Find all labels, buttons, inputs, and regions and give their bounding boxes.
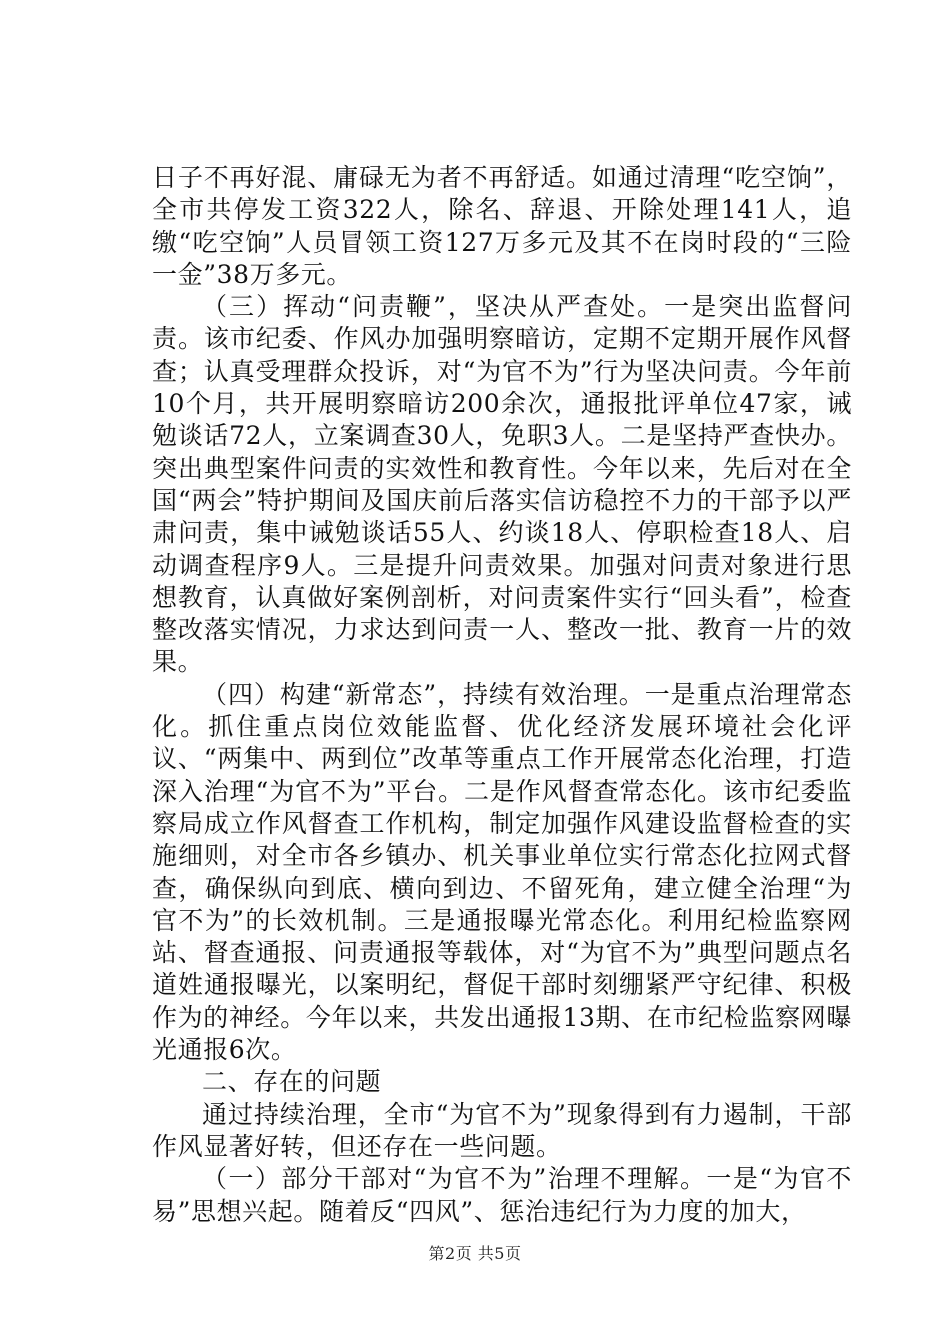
- document-body: [152, 162, 852, 1228]
- paragraph-section-four: （四）构建“新常态”，持续有效治理。一是重点治理常态化。抓住重点岗位效能监督、优化经济发展环境社会化评议、“两集中、两到位”改革等重点工作开展常态化治理，打造深入治理“为官不为”平台。二是作风督查常态化。该市纪委监察局成立作风督查工作机构，制定加强作风建设监督检查的实施细则，对全市各乡镇办、机关事业单位实行常态化拉网式督查，确保纵向到底、横向到边、不留死角，建立健全治理“为官不为”的长效机制。三是通报曝光常态化。利用纪检监察网站、督查通报、问责通报等载体，对“为官不为”典型问题点名道姓通报曝光，以案明纪，督促干部时刻绷紧严守纪律、积极作为的神经。今年以来，共发出通报13期、在市纪检监察网曝光通报6次。: [152, 679, 852, 1065]
- page-number-footer: 第2页 共5页: [428, 1244, 522, 1263]
- paragraph-problems-intro: 通过持续治理，全市“为官不为”现象得到有力遏制，干部作风显著好转，但还存在一些问题。: [152, 1099, 852, 1161]
- section-heading-problems: 二、存在的问题: [202, 1067, 382, 1097]
- paragraph-continuation: 日子不再好混、庸碌无为者不再舒适。如通过清理“吃空饷”，全市共停发工资322人，除名、辞退、开除处理141人，追缴“吃空饷”人员冒领工资127万多元及其不在岗时段的“三险一金”38万多元。: [152, 163, 852, 289]
- paragraph-section-three: （三）挥动“问责鞭”，坚决从严查处。一是突出监督问责。该市纪委、作风办加强明察暗访，定期不定期开展作风督查；认真受理群众投诉，对“为官不为”行为坚决问责。今年前10个月，共开展明察暗访200余次，通报批评单位47家，诫勉谈话72人，立案调查30人，免职3人。二是坚持严查快办。突出典型案件问责的实效性和教育性。今年以来，先后对在全国“两会”特护期间及国庆前后落实信访稳控不力的干部予以严肃问责，集中诫勉谈话55人、约谈18人、停职检查18人、启动调查程序9人。三是提升问责效果。加强对问责对象进行思想教育，认真做好案例剖析，对问责案件实行“回头看”，检查整改落实情况，力求达到问责一人、整改一批、教育一片的效果。: [152, 292, 852, 677]
- paragraph-problem-one: （一）部分干部对“为官不为”治理不理解。一是“为官不易”思想兴起。随着反“四风”、惩治违纪行为力度的加大，: [152, 1164, 852, 1226]
